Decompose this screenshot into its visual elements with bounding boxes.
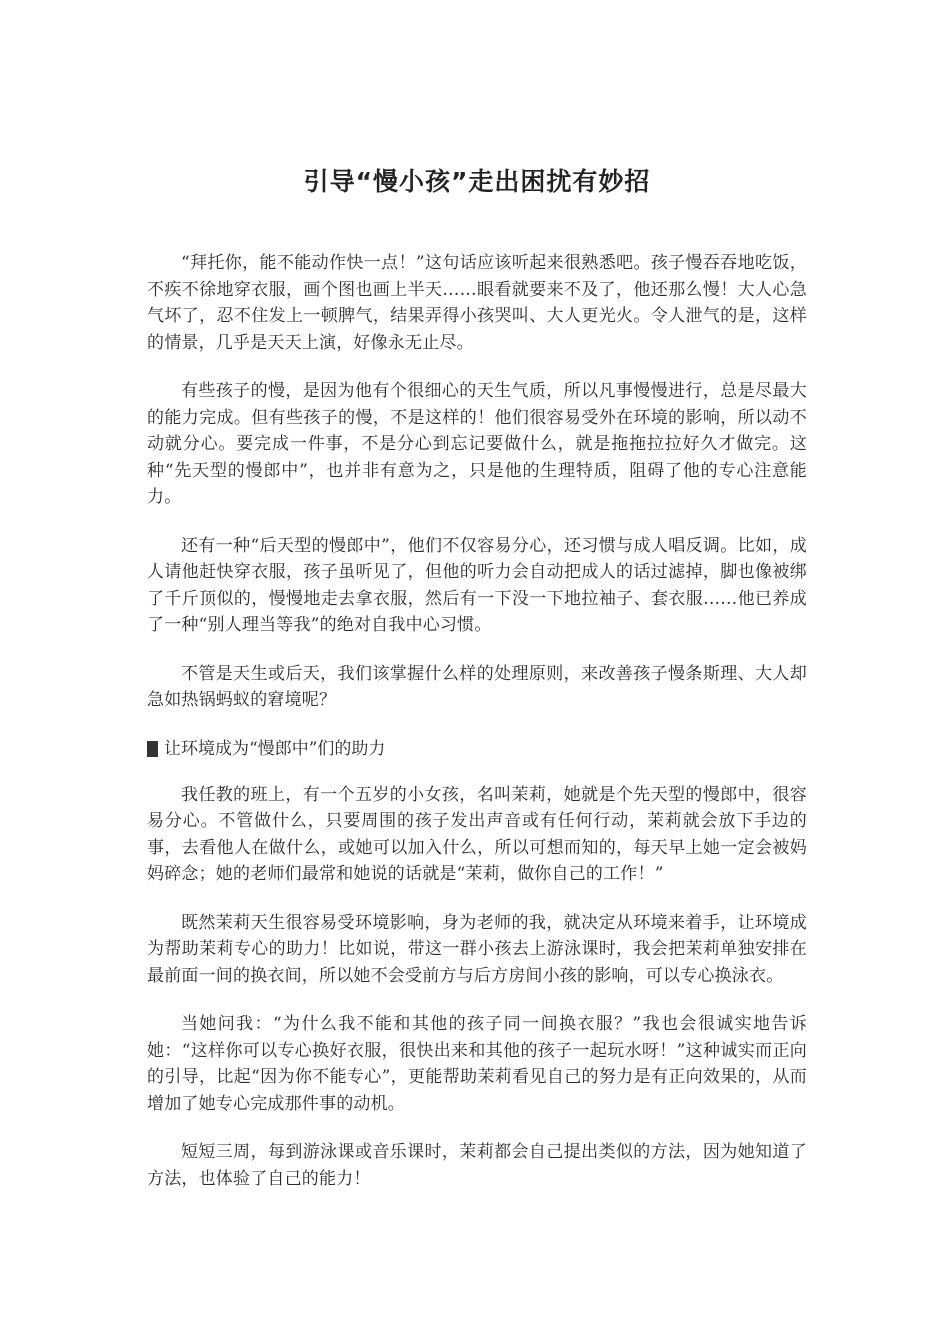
paragraph: 短短三周，每到游泳课或音乐课时，茉莉都会自己提出类似的方法，因为她知道了方法，也体验了自己的能力！	[147, 1142, 807, 1189]
paragraph: “拜托你，能不能动作快一点！”这句话应该听起来很熟悉吧。孩子慢吞吞地吃饭，不疾不徐地穿衣服，画个图也画上半天……眼看就要来不及了，他还那么慢！大人心急气坏了，忍不住发上一顿脾气，结果弄得小孩哭叫、大人更光火。令人泄气的是，这样的情景，几乎是天天上演，好像永无止尽。	[147, 253, 807, 353]
paragraph: 不管是天生或后天，我们该掌握什么样的处理原则，来改善孩子慢条斯理、大人却急如热锅蚂蚁的窘境呢？	[147, 663, 807, 710]
paragraph: 还有一种“后天型的慢郎中”，他们不仅容易分心，还习惯与成人唱反调。比如，成人请他赶快穿衣服，孩子虽听见了，但他的听力会自动把成人的话过滤掉，脚也像被绑了千斤顶似的，慢慢地走去拿衣服，然后有一下没一下地拉袖子、套衣服……他已养成了一种“别人理当等我”的绝对自我中心习惯。	[147, 535, 807, 635]
article-title: 引导“慢小孩”走出困扰有妙招	[303, 167, 651, 196]
paragraph: 我任教的班上，有一个五岁的小女孩，名叫茉莉，她就是个先天型的慢郎中，很容易分心。不管做什么，只要周围的孩子发出声音或有任何行动，茉莉就会放下手边的事，去看他人在做什么，或她可以加入什么，所以可想而知的，每天早上她一定会被妈妈碎念；她的老师们最常和她说的话就是“茉莉，做你自己的工作！”	[147, 784, 807, 884]
article-body	[147, 250, 807, 1192]
paragraph: 既然茉莉天生很容易受环境影响，身为老师的我，就决定从环境来着手，让环境成为帮助茉莉专心的助力！比如说，带这一群小孩去上游泳课时，我会把茉莉单独安排在最前面一间的换衣间，所以她不会受前方与后方房间小孩的影响，可以专心换泳衣。	[147, 912, 807, 986]
section-marker-icon	[147, 741, 158, 757]
section-heading	[147, 736, 807, 762]
paragraph: 当她问我：“为什么我不能和其他的孩子同一间换衣服？”我也会很诚实地告诉她：“这样你可以专心换好衣服，很快出来和其他的孩子一起玩水呀！”这种诚实而正向的引导，比起“因为你不能专心”，更能帮助茉莉看见自己的努力是有正向效果的，从而增加了她专心完成那件事的动机。	[147, 1014, 807, 1114]
section-heading-text: 让环境成为“慢郎中”们的助力	[164, 738, 386, 759]
paragraph: 有些孩子的慢，是因为他有个很细心的天生气质，所以凡事慢慢进行，总是尽最大的能力完成。但有些孩子的慢，不是这样的！他们很容易受外在环境的影响，所以动不动就分心。要完成一件事，不是分心到忘记要做什么，就是拖拖拉拉好久才做完。这种“先天型的慢郎中”，也并非有意为之，只是他的生理特质，阻碍了他的专心注意能力。	[147, 381, 807, 507]
document-page	[147, 0, 807, 1214]
